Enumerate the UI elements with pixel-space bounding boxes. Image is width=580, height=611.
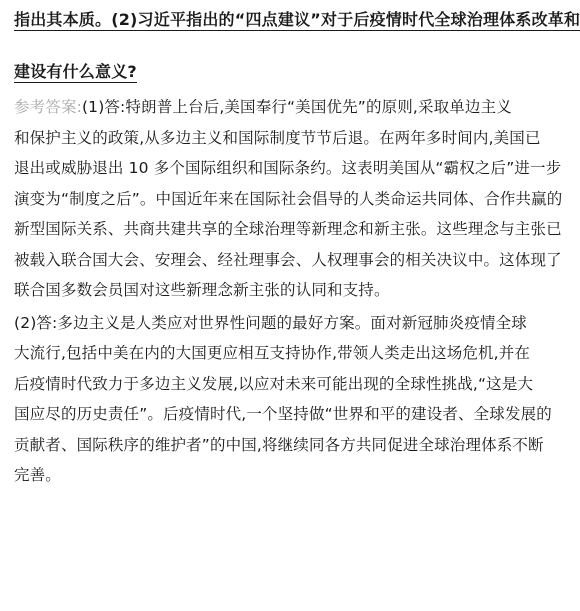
answer-part2-line: 后疫情时代致力于多边主义发展,以应对未来可能出现的全球性挑战,“这是大 — [14, 374, 534, 393]
answer-label: 参考答案: — [14, 98, 82, 116]
question-text-line-2: 建设有什么意义? — [14, 62, 137, 81]
answer-part1-line: (1)答:特朗普上台后,美国奉行“美国优先”的原则,采取单边主义 — [81, 98, 512, 116]
question-text-post: 对于后疫情时代全球治理体系改革和 — [321, 10, 580, 29]
answer-part1-line: 新型国际关系、共商共建共享的全球治理等新理念和新主张。这些理念与主张已 — [14, 220, 562, 238]
answer-part1-line: 和保护主义的政策,从多边主义和国际制度节节后退。在两年多时间内,美国已 — [14, 128, 541, 147]
answer-part2-line: 贡献者、国际秩序的维护者”的中国,将继续同各方共同促进全球治理体系不断 — [14, 435, 544, 454]
answer-line-1 — [14, 92, 568, 123]
answer-part1-line: 退出或威胁退出 10 多个国际组织和国际条约。这表明美国从“霸权之后”进一步 — [14, 159, 562, 177]
answer-part1-line: 演变为“制度之后”。中国近年来在国际社会倡导的人类命运共同体、合作共赢的 — [14, 189, 563, 208]
answer-part2-line: 国应尽的历史责任”。后疫情时代,一个坚持做“世界和平的建设者、全球发展的 — [14, 405, 552, 423]
question-text-pre: 指出其本质。(2)习近平指出的 — [14, 10, 235, 29]
question-line-1 — [14, 10, 580, 30]
answer-part1-line: 联合国多数会员国对这些新理念新主张的认同和支持。 — [14, 281, 390, 299]
answer-part2-line: (2)答:多边主义是人类应对世界性问题的最好方案。面对新冠肺炎疫情全球 — [14, 313, 527, 332]
answer-part2-line: 完善。 — [14, 466, 61, 484]
answer-part1-line: 被载入联合国大会、安理会、经社理事会、人权理事会的相关决议中。这体现了 — [14, 250, 562, 269]
answer-part2-line: 大流行,包括中美在内的大国更应相互支持协作,带领人类走出这场危机,并在 — [14, 344, 531, 362]
question-line-2 — [14, 62, 568, 82]
question-quote: “四点建议” — [234, 10, 321, 29]
